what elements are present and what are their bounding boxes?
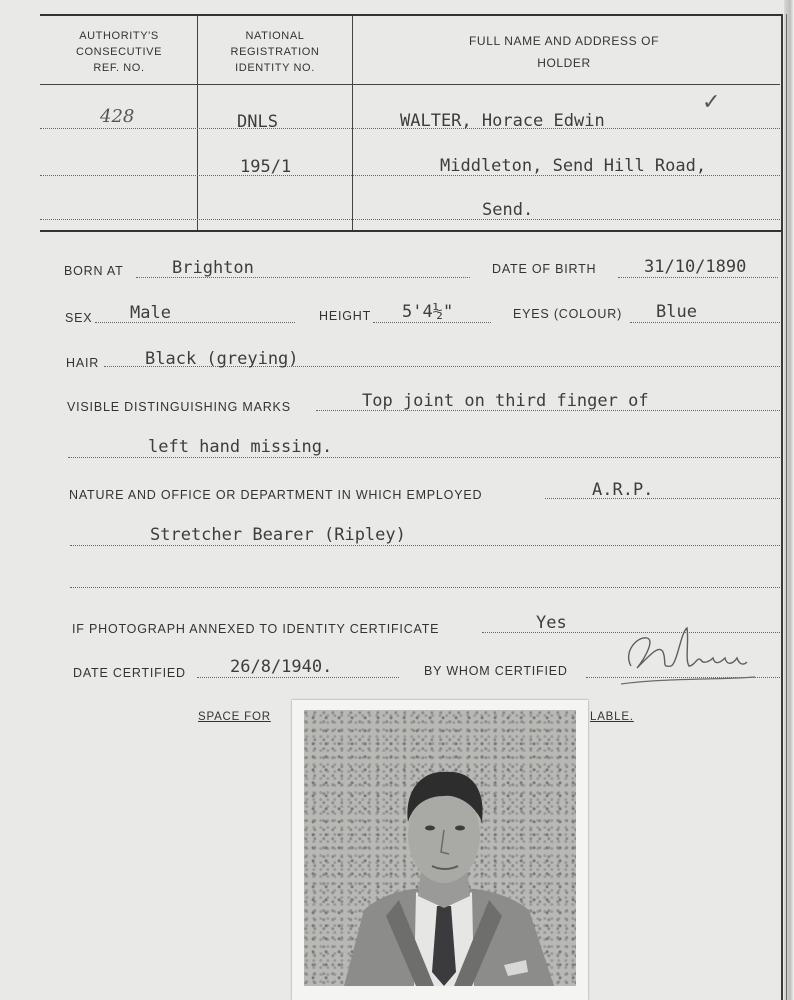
address-line-2: Send. [482, 200, 534, 220]
height-value: 5'4½" [402, 302, 454, 322]
photo-space-label-left: SPACE FOR [198, 711, 271, 723]
date-certified-value: 26/8/1940. [230, 657, 333, 677]
employment-line-3 [70, 587, 780, 588]
employment-line-1 [545, 498, 780, 499]
column-divider-2 [352, 16, 353, 230]
right-border-rule-inner [786, 14, 787, 1000]
authority-ref-header: AUTHORITY'S CONSECUTIVE REF. NO. [75, 30, 163, 74]
table-bottom-rule [40, 230, 782, 232]
eyes-label: EYES (COLOUR) [513, 307, 623, 321]
header-bottom-rule [40, 84, 780, 85]
national-registration-header: NATIONAL REGISTRATION IDENTITY NO. [230, 30, 320, 74]
check-mark-icon: ✓ [702, 90, 721, 115]
nr-code: DNLS [237, 112, 278, 132]
employment-value-1: A.R.P. [592, 480, 654, 500]
marks-value-1: Top joint on third finger of [362, 391, 649, 411]
marks-value-2: left hand missing. [148, 437, 333, 457]
full-name-header: FULL NAME AND ADDRESS OF HOLDER [469, 34, 659, 70]
employment-label: NATURE AND OFFICE OR DEPARTMENT IN WHICH EMPLOYED [69, 488, 483, 502]
photo-annexed-value: Yes [536, 613, 567, 633]
marks-line-2 [68, 457, 780, 458]
right-border-rule [781, 14, 783, 1000]
born-at-label: BORN AT [64, 264, 124, 278]
holder-photograph [292, 700, 588, 1000]
eyes-line [630, 322, 780, 323]
hair-label: HAIR [66, 356, 100, 370]
sex-line [95, 322, 295, 323]
dob-label: DATE OF BIRTH [492, 262, 597, 276]
sex-value: Male [130, 303, 171, 323]
sex-label: SEX [65, 311, 93, 325]
photograph-image [304, 710, 576, 986]
eyes-value: Blue [656, 302, 697, 322]
ref-number: 428 [100, 106, 135, 127]
marks-label: VISIBLE DISTINGUISHING MARKS [67, 400, 291, 414]
height-label: HEIGHT [319, 309, 372, 323]
signature-image [615, 622, 765, 690]
table-row-line-3 [40, 219, 780, 220]
date-certified-line [197, 677, 399, 678]
date-certified-label: DATE CERTIFIED [73, 666, 186, 680]
employment-value-2: Stretcher Bearer (Ripley) [150, 525, 406, 545]
holder-name: WALTER, Horace Edwin [400, 111, 605, 131]
dob-value: 31/10/1890 [644, 257, 747, 277]
nr-number: 195/1 [240, 157, 292, 177]
height-line [373, 322, 491, 323]
photo-space-label-right: LABLE. [590, 711, 634, 723]
hair-value: Black (greying) [145, 349, 299, 369]
portrait-drawing [304, 710, 576, 986]
employment-line-2 [70, 545, 780, 546]
born-at-value: Brighton [172, 258, 254, 278]
photo-annexed-label: IF PHOTOGRAPH ANNEXED TO IDENTITY CERTIFICATE [72, 622, 440, 636]
dob-line [618, 277, 778, 278]
table-top-rule [40, 14, 782, 16]
address-line-1: Middleton, Send Hill Road, [440, 156, 707, 176]
certified-by-label: BY WHOM CERTIFIED [424, 664, 568, 678]
